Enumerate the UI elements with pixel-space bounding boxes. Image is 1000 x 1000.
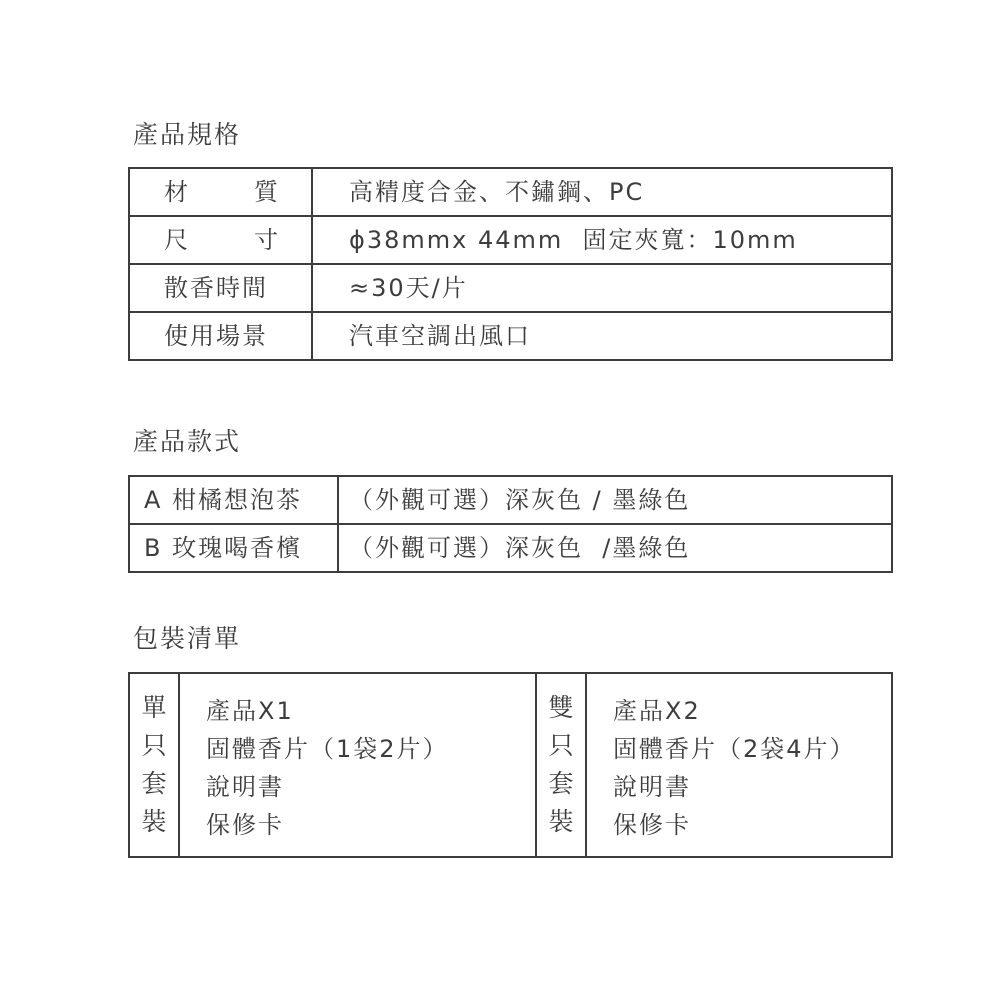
package-kind-double bbox=[536, 673, 586, 857]
styles-table bbox=[128, 475, 893, 573]
style-row-b bbox=[129, 524, 892, 572]
package-items-single bbox=[179, 673, 536, 857]
spec-value-duration: ≈30天/片 bbox=[312, 264, 892, 312]
kind-char: 只 bbox=[141, 731, 167, 760]
package-item: 說明書 bbox=[613, 773, 691, 801]
style-label-a: A 柑橘想泡茶 bbox=[129, 476, 338, 524]
package-item: 固體香片（2袋4片） bbox=[613, 735, 856, 763]
package-item: 保修卡 bbox=[206, 811, 284, 839]
style-label-b: B 玫瑰喝香檳 bbox=[129, 524, 338, 572]
kind-char: 只 bbox=[548, 731, 574, 760]
styles-section-title: 產品款式 bbox=[133, 427, 242, 456]
spec-label-material bbox=[129, 168, 312, 216]
style-value-a: （外觀可選）深灰色 / 墨綠色 bbox=[338, 476, 892, 524]
package-section-title: 包裝清單 bbox=[133, 624, 242, 653]
package-item: 說明書 bbox=[206, 773, 284, 801]
kind-char: 套 bbox=[548, 769, 574, 798]
spec-value-material: 高精度合金、不鏽鋼、PC bbox=[312, 168, 892, 216]
package-items-double bbox=[586, 673, 892, 857]
package-item: 固體香片（1袋2片） bbox=[206, 735, 449, 763]
spec-row-material bbox=[129, 168, 892, 216]
style-row-a bbox=[129, 476, 892, 524]
spec-value-size: ϕ38mmx 44mm 固定夾寬：10mm bbox=[312, 216, 892, 264]
kind-char: 單 bbox=[141, 693, 167, 722]
spec-label-char: 材 bbox=[164, 178, 190, 206]
spec-label-char: 質 bbox=[254, 178, 280, 206]
package-kind-single bbox=[129, 673, 179, 857]
spec-row-usage bbox=[129, 312, 892, 360]
spec-label-char: 寸 bbox=[254, 226, 280, 254]
package-item: 產品X1 bbox=[206, 697, 294, 725]
spec-row-duration bbox=[129, 264, 892, 312]
spec-value-usage: 汽車空調出風口 bbox=[312, 312, 892, 360]
spec-label-duration: 散香時間 bbox=[129, 264, 312, 312]
kind-char: 裝 bbox=[141, 807, 167, 836]
spec-row-size bbox=[129, 216, 892, 264]
spec-label-size bbox=[129, 216, 312, 264]
spec-table bbox=[128, 167, 893, 361]
package-item: 產品X2 bbox=[613, 697, 701, 725]
spec-section-title: 產品規格 bbox=[133, 120, 242, 149]
kind-char: 雙 bbox=[548, 693, 574, 722]
package-table bbox=[128, 672, 893, 858]
spec-label-usage: 使用場景 bbox=[129, 312, 312, 360]
spec-label-char: 尺 bbox=[164, 226, 190, 254]
kind-char: 套 bbox=[141, 769, 167, 798]
kind-char: 裝 bbox=[548, 807, 574, 836]
package-row bbox=[129, 673, 892, 857]
style-value-b: （外觀可選）深灰色 /墨綠色 bbox=[338, 524, 892, 572]
package-item: 保修卡 bbox=[613, 811, 691, 839]
